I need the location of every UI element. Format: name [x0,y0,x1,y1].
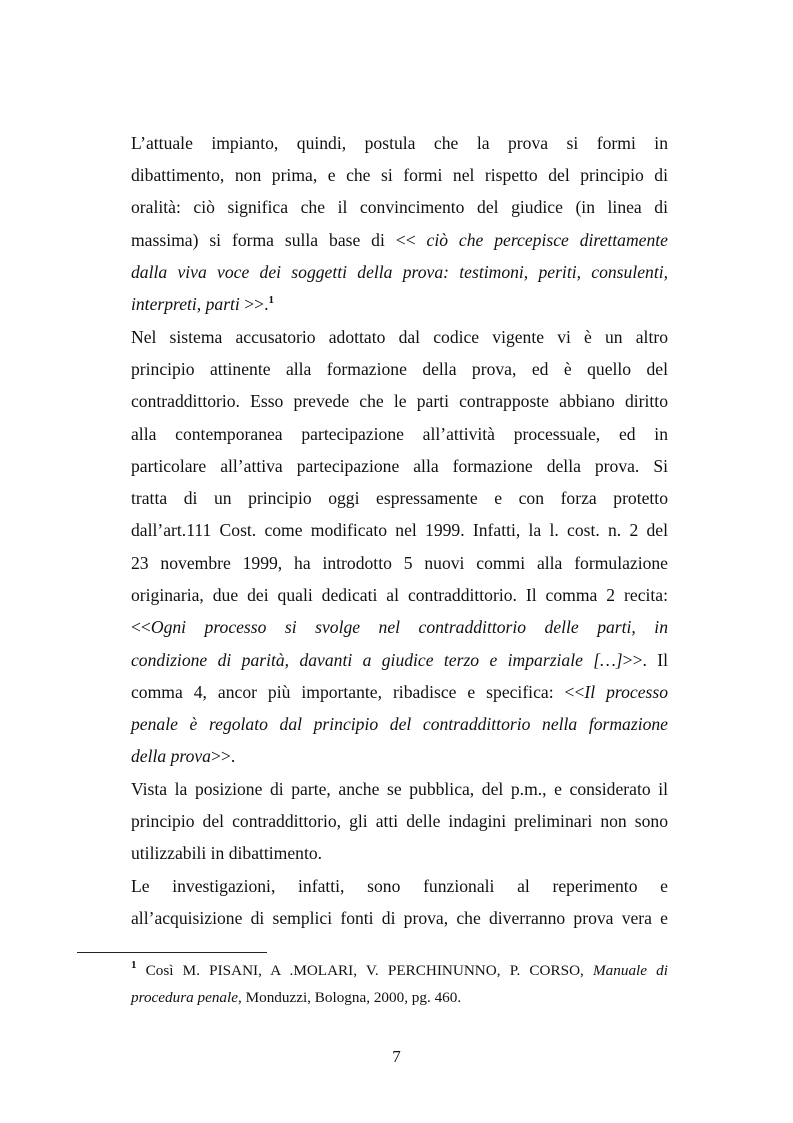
body-line-9: contraddittorio. Esso prevede che le parti contrapposte abbiano diritto [131,391,668,411]
body-line-21: Vista la posizione di parte, anche se pubblica, del p.m., e considerato il [131,779,668,799]
body-line-7: Nel sistema accusatorio adottato dal codice vigente vi è un altro [131,327,668,347]
footnote-separator [77,952,267,953]
body-line-14: 23 novembre 1999, ha introdotto 5 nuovi commi alla formulazione [131,553,668,573]
body-line-5: dalla viva voce dei soggetti della prova: testimoni, periti, consulenti, [131,262,668,282]
body-line-11: particolare all’attiva partecipazione alla formazione della prova. Si [131,456,668,476]
body-line-17: condizione di parità, davanti a giudice terzo e imparziale […]>>. Il [131,650,669,670]
body-line-20: della prova>>. [131,746,236,766]
body-line-6: interpreti, parti >>.$^1$ [131,294,274,314]
body-line-13: dall’art.111 Cost. come modificato nel 1999. Infatti, la l. cost. n. 2 del [131,520,668,540]
footnote-line-2: procedura penale, Monduzzi, Bologna, 2000, pg. 460. [131,989,462,1006]
footnote-mark: 1 [131,959,137,971]
footnote-ref: 1 [268,294,274,306]
body-line-12: tratta di un principio oggi espressamente e con forza protetto [131,488,668,508]
body-line-22: principio del contraddittorio, gli atti delle indagini preliminari non sono [131,811,668,831]
body-line-24: Le investigazioni, infatti, sono funzionali al reperimento e [131,876,668,896]
body-line-8: principio attinente alla formazione della prova, ed è quello del [131,359,668,379]
body-line-4: massima) si forma sulla base di << ciò che percepisce direttamente [131,230,668,250]
body-line-19: penale è regolato dal principio del contraddittorio nella formazione [131,714,668,734]
body-line-23: utilizzabili in dibattimento. [131,843,323,863]
body-line-18: comma 4, ancor più importante, ribadisce e specifica: <<Il processo [131,682,668,702]
body-line-25: all’acquisizione di semplici fonti di prova, che diverranno prova vera e [131,908,668,928]
page-number: 7 [392,1047,401,1066]
body-line-3: oralità: ciò significa che il convincimento del giudice (in linea di [131,197,668,217]
body-line-15: originaria, due dei quali dedicati al contraddittorio. Il comma 2 recita: [131,585,668,605]
body-line-2: dibattimento, non prima, e che si formi nel rispetto del principio di [131,165,668,185]
body-line-1: L’attuale impianto, quindi, postula che la prova si formi in [131,133,668,153]
body-line-10: alla contemporanea partecipazione all’attività processuale, ed in [131,424,668,444]
body-line-16: <<Ogni processo si svolge nel contraddittorio delle parti, in [131,617,668,637]
footnote-line-1: $^1$ Così M. PISANI, A .MOLARI, V. PERCHINUNNO, P. CORSO, Manuale di [131,959,668,979]
